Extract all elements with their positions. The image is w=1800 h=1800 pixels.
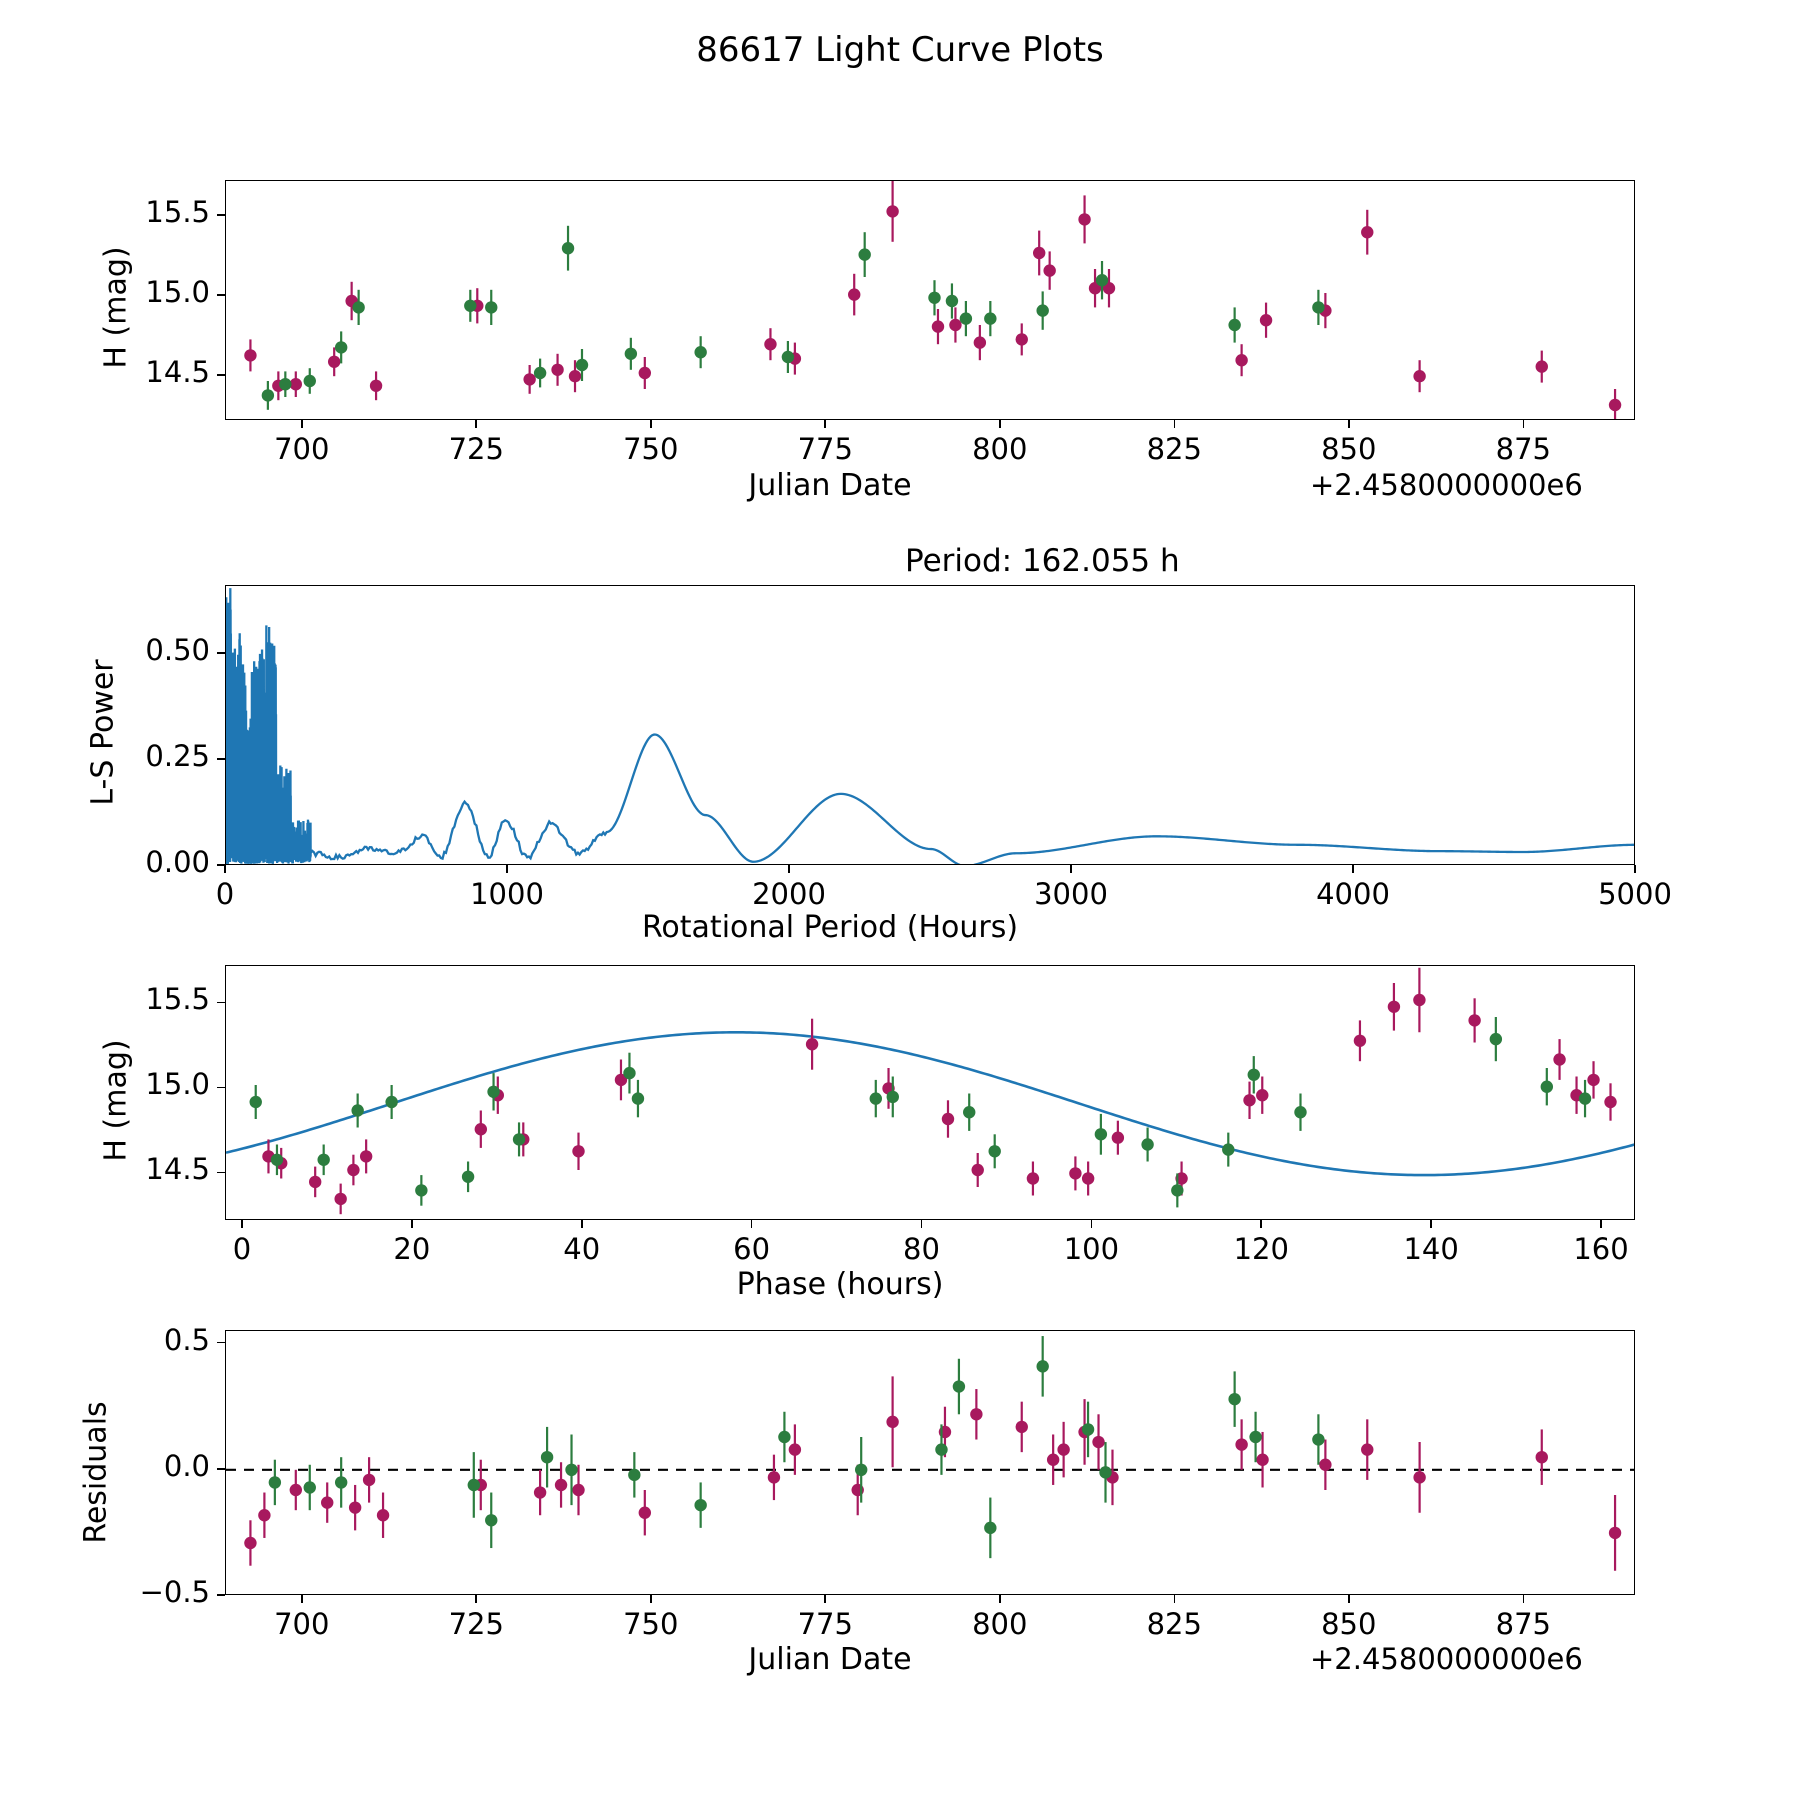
y-tick-mark (217, 758, 225, 760)
y-tick-label: 15.0 (145, 1067, 210, 1102)
axes-residuals (225, 1330, 1635, 1595)
data-point (1553, 1053, 1565, 1065)
data-point (370, 380, 382, 392)
data-point (1036, 304, 1048, 316)
data-point (250, 1096, 262, 1108)
data-point (870, 1092, 882, 1104)
axis-label-x-periodogram: Rotational Period (Hours) (641, 910, 1019, 945)
data-point (625, 348, 637, 360)
y-tick-label: 0.5 (163, 1322, 210, 1357)
data-point (1319, 1459, 1331, 1471)
data-point (632, 1092, 644, 1104)
data-point (415, 1184, 427, 1196)
x-tick-mark (1352, 865, 1354, 873)
data-point (1092, 1436, 1104, 1448)
data-point (1057, 1443, 1069, 1455)
y-tick-mark (217, 652, 225, 654)
x-tick-label: 3000 (1034, 877, 1108, 911)
data-point (628, 1469, 640, 1481)
data-point (778, 1431, 790, 1443)
series-band-a (244, 1376, 1621, 1570)
x-tick-label: 800 (972, 1607, 1028, 1641)
x-tick-label: 160 (1573, 1232, 1629, 1266)
data-point (855, 1464, 867, 1476)
x-tick-label: 825 (1146, 432, 1202, 466)
x-tick-label: 0 (232, 1232, 252, 1266)
x-tick-label: 80 (903, 1232, 940, 1266)
x-tick-mark (506, 865, 508, 873)
data-point (244, 1537, 256, 1549)
y-tick-label: 0.50 (145, 632, 210, 667)
data-point (1235, 354, 1247, 366)
axis-label-x-lightcurve-time: Julian Date (748, 468, 912, 503)
x-tick-mark (301, 1595, 303, 1603)
data-point (1112, 1132, 1124, 1144)
data-point (562, 242, 574, 254)
axis-label-y-periodogram: L-S Power (85, 659, 121, 806)
data-point (1579, 1092, 1591, 1104)
y-tick-label: 0.0 (163, 1448, 210, 1483)
data-point (1235, 1438, 1247, 1450)
data-point (1243, 1094, 1255, 1106)
x-tick-label: 5000 (1598, 877, 1672, 911)
y-tick-mark (217, 1002, 225, 1004)
data-point (244, 349, 256, 361)
data-point (363, 1474, 375, 1486)
y-tick-mark (217, 294, 225, 296)
data-point (639, 1507, 651, 1519)
axis-label-x-residuals: Julian Date (748, 1642, 912, 1677)
data-point (1536, 360, 1548, 372)
data-point (321, 1496, 333, 1508)
data-point (768, 1471, 780, 1483)
data-point (639, 367, 651, 379)
data-point (984, 312, 996, 324)
x-tick-mark (1348, 420, 1350, 428)
data-point (932, 320, 944, 332)
x-tick-label: 4000 (1316, 877, 1390, 911)
sine-fit-curve (226, 1032, 1635, 1175)
data-point (782, 351, 794, 363)
x-tick-mark (650, 1595, 652, 1603)
data-point (1609, 399, 1621, 411)
data-point (1490, 1033, 1502, 1045)
data-point (485, 1514, 497, 1526)
data-point (806, 1038, 818, 1050)
y-tick-mark (217, 1172, 225, 1174)
data-point (572, 1484, 584, 1496)
data-point (1312, 301, 1324, 313)
data-point (487, 1086, 499, 1098)
data-point (1141, 1138, 1153, 1150)
data-point (1413, 370, 1425, 382)
x-tick-label: 875 (1495, 432, 1551, 466)
data-point (351, 1104, 363, 1116)
data-point (360, 1150, 372, 1162)
x-tick-label: 700 (274, 432, 330, 466)
data-point (1249, 1431, 1261, 1443)
data-point (576, 359, 588, 371)
data-point (1541, 1081, 1553, 1093)
x-tick-label: 725 (448, 432, 504, 466)
y-tick-label: 14.5 (145, 355, 210, 390)
data-point (1256, 1089, 1268, 1101)
y-tick-label: 15.5 (145, 982, 210, 1017)
x-tick-label: 0 (215, 877, 235, 911)
x-tick-mark (1523, 1595, 1525, 1603)
data-point (1256, 1454, 1268, 1466)
data-point (1082, 1172, 1094, 1184)
x-tick-mark (1070, 865, 1072, 873)
x-tick-mark (824, 420, 826, 428)
x-tick-mark (411, 1220, 413, 1228)
axis-offset-lightcurve-time: +2.4580000000e6 (1310, 468, 1583, 502)
y-tick-label: 14.5 (145, 1152, 210, 1187)
x-tick-mark (824, 1595, 826, 1603)
data-point (886, 205, 898, 217)
y-tick-label: 0.25 (145, 738, 210, 773)
data-point (290, 1484, 302, 1496)
x-tick-label: 20 (393, 1232, 431, 1266)
x-tick-mark (999, 420, 1001, 428)
data-point (269, 1476, 281, 1488)
y-tick-label: −0.5 (139, 1575, 210, 1609)
data-point (1222, 1143, 1234, 1155)
x-tick-label: 700 (274, 1607, 330, 1641)
x-tick-mark (1174, 420, 1176, 428)
data-point (984, 1522, 996, 1534)
y-tick-mark (217, 214, 225, 216)
x-tick-mark (475, 1595, 477, 1603)
data-point (1312, 1433, 1324, 1445)
x-tick-label: 2000 (752, 877, 826, 911)
data-point (1388, 1001, 1400, 1013)
x-tick-label: 800 (972, 432, 1028, 466)
data-point (1095, 1128, 1107, 1140)
data-point (464, 300, 476, 312)
data-point (304, 375, 316, 387)
data-point (569, 370, 581, 382)
axis-label-x-phased-lightcurve: Phase (hours) (736, 1267, 944, 1302)
data-point (1361, 1443, 1373, 1455)
x-tick-label: 1000 (470, 877, 544, 911)
y-tick-label: 0.00 (145, 845, 210, 879)
period-annotation: Period: 162.055 h (905, 543, 1180, 579)
data-point (1413, 994, 1425, 1006)
y-tick-mark (217, 1594, 225, 1596)
data-point (385, 1096, 397, 1108)
data-point (513, 1133, 525, 1145)
axis-label-y-phased-lightcurve: H (mag) (98, 1039, 134, 1162)
axes-periodogram (225, 585, 1635, 865)
data-point (462, 1171, 474, 1183)
data-point (349, 1501, 361, 1513)
data-point (475, 1123, 487, 1135)
data-point (523, 373, 535, 385)
x-tick-mark (788, 865, 790, 873)
data-point (1413, 1471, 1425, 1483)
data-point (1016, 1421, 1028, 1433)
panel-residuals (0, 1322, 1800, 1677)
axes-phased-lightcurve (225, 965, 1635, 1220)
data-point (694, 1499, 706, 1511)
data-point (334, 1193, 346, 1205)
panel-phased-lightcurve (0, 965, 1800, 1302)
x-tick-mark (581, 1220, 583, 1228)
data-point (1033, 247, 1045, 259)
x-tick-mark (1348, 1595, 1350, 1603)
data-point (309, 1176, 321, 1188)
data-point (1536, 1451, 1548, 1463)
y-tick-mark (217, 374, 225, 376)
x-tick-label: 850 (1321, 432, 1377, 466)
data-point (1354, 1035, 1366, 1047)
data-point (942, 1113, 954, 1125)
panel-periodogram (0, 543, 1800, 945)
x-tick-mark (1091, 1220, 1093, 1228)
data-point (258, 1509, 270, 1521)
data-point (485, 301, 497, 313)
data-point (935, 1443, 947, 1455)
x-tick-label: 850 (1321, 1607, 1377, 1641)
data-point (887, 1091, 899, 1103)
data-point (335, 1476, 347, 1488)
data-point (1171, 1184, 1183, 1196)
axis-label-y-lightcurve-time: H (mag) (98, 246, 134, 369)
data-point (1036, 1360, 1048, 1372)
x-tick-mark (1174, 1595, 1176, 1603)
data-point (789, 1443, 801, 1455)
x-tick-mark (241, 1220, 243, 1228)
y-tick-label: 15.0 (145, 275, 210, 310)
data-point (534, 1486, 546, 1498)
data-point (1027, 1172, 1039, 1184)
data-point (953, 1380, 965, 1392)
axis-offset-residuals: +2.4580000000e6 (1310, 1642, 1583, 1676)
data-point (347, 1164, 359, 1176)
x-tick-mark (301, 420, 303, 428)
y-tick-mark (217, 1468, 225, 1470)
series-band-b (262, 226, 1325, 410)
data-point (694, 346, 706, 358)
data-point (1228, 1393, 1240, 1405)
data-point (317, 1154, 329, 1166)
data-point (1228, 319, 1240, 331)
data-point (989, 1145, 1001, 1157)
x-tick-mark (751, 1220, 753, 1228)
x-tick-mark (1523, 420, 1525, 428)
x-tick-label: 775 (797, 432, 853, 466)
y-tick-mark (217, 1342, 225, 1344)
data-point (928, 292, 940, 304)
data-point (534, 367, 546, 379)
data-point (623, 1067, 635, 1079)
data-point (1294, 1106, 1306, 1118)
data-point (551, 364, 563, 376)
x-tick-label: 100 (1063, 1232, 1120, 1266)
x-tick-label: 875 (1495, 1607, 1551, 1641)
data-point (328, 356, 340, 368)
data-point (764, 338, 776, 350)
x-tick-mark (224, 865, 226, 873)
data-point (1082, 1423, 1094, 1435)
data-point (572, 1145, 584, 1157)
data-point (541, 1451, 553, 1463)
y-tick-mark (217, 864, 225, 866)
x-tick-mark (1430, 1220, 1432, 1228)
data-point (963, 1106, 975, 1118)
axes-lightcurve-time (225, 180, 1635, 420)
data-point (262, 389, 274, 401)
periodogram-line (226, 588, 1635, 865)
axis-label-y-residuals: Residuals (78, 1401, 114, 1544)
data-point (1587, 1074, 1599, 1086)
data-point (1078, 213, 1090, 225)
x-tick-label: 750 (623, 1607, 679, 1641)
x-tick-label: 825 (1146, 1607, 1202, 1641)
data-point (949, 319, 961, 331)
data-point (848, 288, 860, 300)
data-point (352, 301, 364, 313)
data-point (335, 341, 347, 353)
data-point (1361, 226, 1373, 238)
data-point (1016, 333, 1028, 345)
panel-lightcurve-time (0, 180, 1800, 503)
data-point (1260, 314, 1272, 326)
y-tick-mark (217, 1087, 225, 1089)
x-tick-mark (475, 420, 477, 428)
x-tick-label: 60 (733, 1232, 771, 1266)
x-tick-mark (921, 1220, 923, 1228)
data-point (974, 336, 986, 348)
data-point (468, 1479, 480, 1491)
data-point (1248, 1069, 1260, 1081)
x-tick-label: 40 (563, 1232, 601, 1266)
data-point (304, 1481, 316, 1493)
x-tick-mark (999, 1595, 1001, 1603)
x-tick-mark (650, 420, 652, 428)
x-tick-mark (1260, 1220, 1262, 1228)
series-band-b (250, 1017, 1592, 1207)
data-point (1099, 1466, 1111, 1478)
data-point (1069, 1167, 1081, 1179)
data-point (886, 1416, 898, 1428)
data-point (1468, 1014, 1480, 1026)
y-tick-label: 15.5 (145, 195, 210, 230)
data-point (555, 1479, 567, 1491)
data-point (946, 295, 958, 307)
data-point (271, 1154, 283, 1166)
x-tick-label: 140 (1403, 1232, 1459, 1266)
data-point (377, 1509, 389, 1521)
x-tick-mark (1634, 865, 1636, 873)
data-point (960, 312, 972, 324)
data-point (1609, 1527, 1621, 1539)
data-point (970, 1408, 982, 1420)
x-tick-label: 120 (1233, 1232, 1289, 1266)
data-point (858, 248, 870, 260)
x-tick-label: 725 (448, 1607, 504, 1641)
data-point (1096, 274, 1108, 286)
figure-title: 86617 Light Curve Plots (696, 30, 1104, 70)
data-point (1043, 264, 1055, 276)
x-tick-label: 750 (623, 432, 679, 466)
data-point (565, 1464, 577, 1476)
data-point (1047, 1454, 1059, 1466)
x-tick-mark (1600, 1220, 1602, 1228)
x-tick-label: 775 (797, 1607, 853, 1641)
data-point (1604, 1096, 1616, 1108)
data-point (279, 378, 291, 390)
data-point (972, 1164, 984, 1176)
